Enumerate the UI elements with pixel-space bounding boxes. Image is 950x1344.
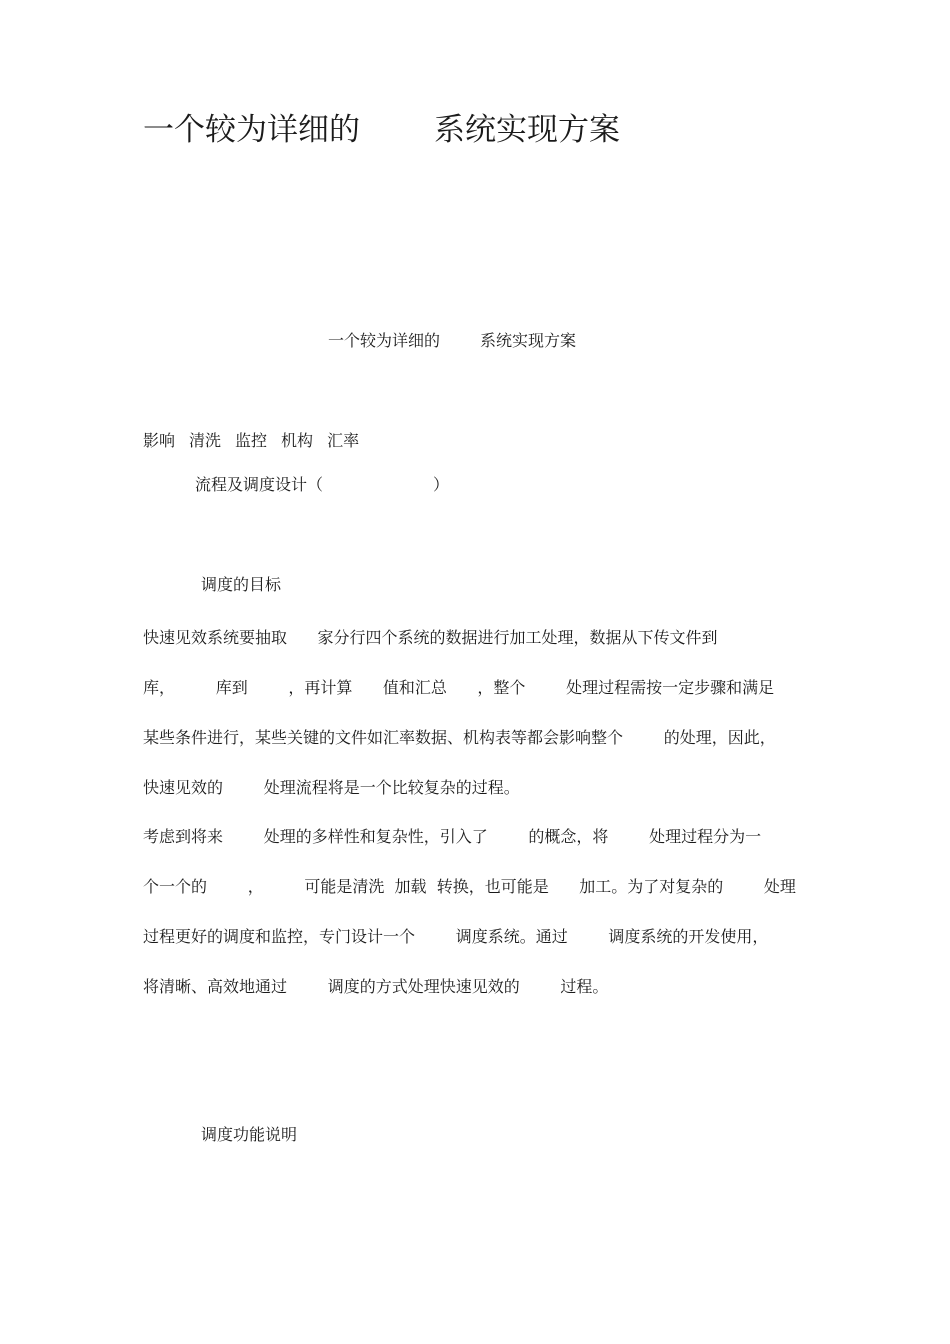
keyword: 机构 — [281, 431, 314, 450]
paragraph-line: 快速见效系统要抽取 家分行四个系统的数据进行加工处理，数据从下传文件到 — [143, 628, 718, 647]
title-part1: 一个较为详细的 — [143, 112, 360, 148]
keyword: 汇率 — [327, 431, 360, 450]
paragraph-line: 某些条件进行，某些关键的文件如汇率数据、机构表等都会影响整个 的处理，因此， — [143, 728, 776, 747]
keyword: 监控 — [235, 431, 268, 450]
paragraph-2 — [143, 827, 808, 1027]
paragraph-1 — [143, 628, 808, 828]
keyword-list — [143, 428, 373, 451]
flow-heading-part2: ） — [433, 475, 450, 494]
subtitle-part1: 一个较为详细的 — [328, 331, 441, 350]
flow-heading — [195, 472, 449, 495]
document-title — [143, 104, 620, 149]
subtitle-part2: 系统实现方案 — [480, 331, 577, 350]
section-heading-goal: 调度的目标 — [201, 575, 282, 594]
title-part2: 系统实现方案 — [434, 112, 620, 148]
paragraph-line: 快速见效的 处理流程将是一个比较复杂的过程。 — [143, 778, 520, 797]
paragraph-line: 考虑到将来 处理的多样性和复杂性，引入了 的概念，将 处理过程分为一 — [143, 827, 762, 846]
paragraph-line: 个一个的 ， 可能是清洗 加载 转换，也可能是 加工。为了对复杂的 处理 — [143, 877, 796, 896]
document-subtitle — [328, 328, 576, 351]
section-heading-function: 调度功能说明 — [201, 1125, 298, 1144]
paragraph-line: 将清晰、高效地通过 调度的方式处理快速见效的 过程。 — [143, 977, 609, 996]
flow-heading-part1: 流程及调度设计（ — [195, 475, 324, 494]
keyword: 影响 — [143, 431, 176, 450]
paragraph-line: 过程更好的调度和监控，专门设计一个 调度系统。通过 调度系统的开发使用， — [143, 927, 769, 946]
paragraph-line: 库， 库到 ，再计算 值和汇总 ，整个 处理过程需按一定步骤和满足 — [143, 678, 775, 697]
keyword: 清洗 — [189, 431, 222, 450]
